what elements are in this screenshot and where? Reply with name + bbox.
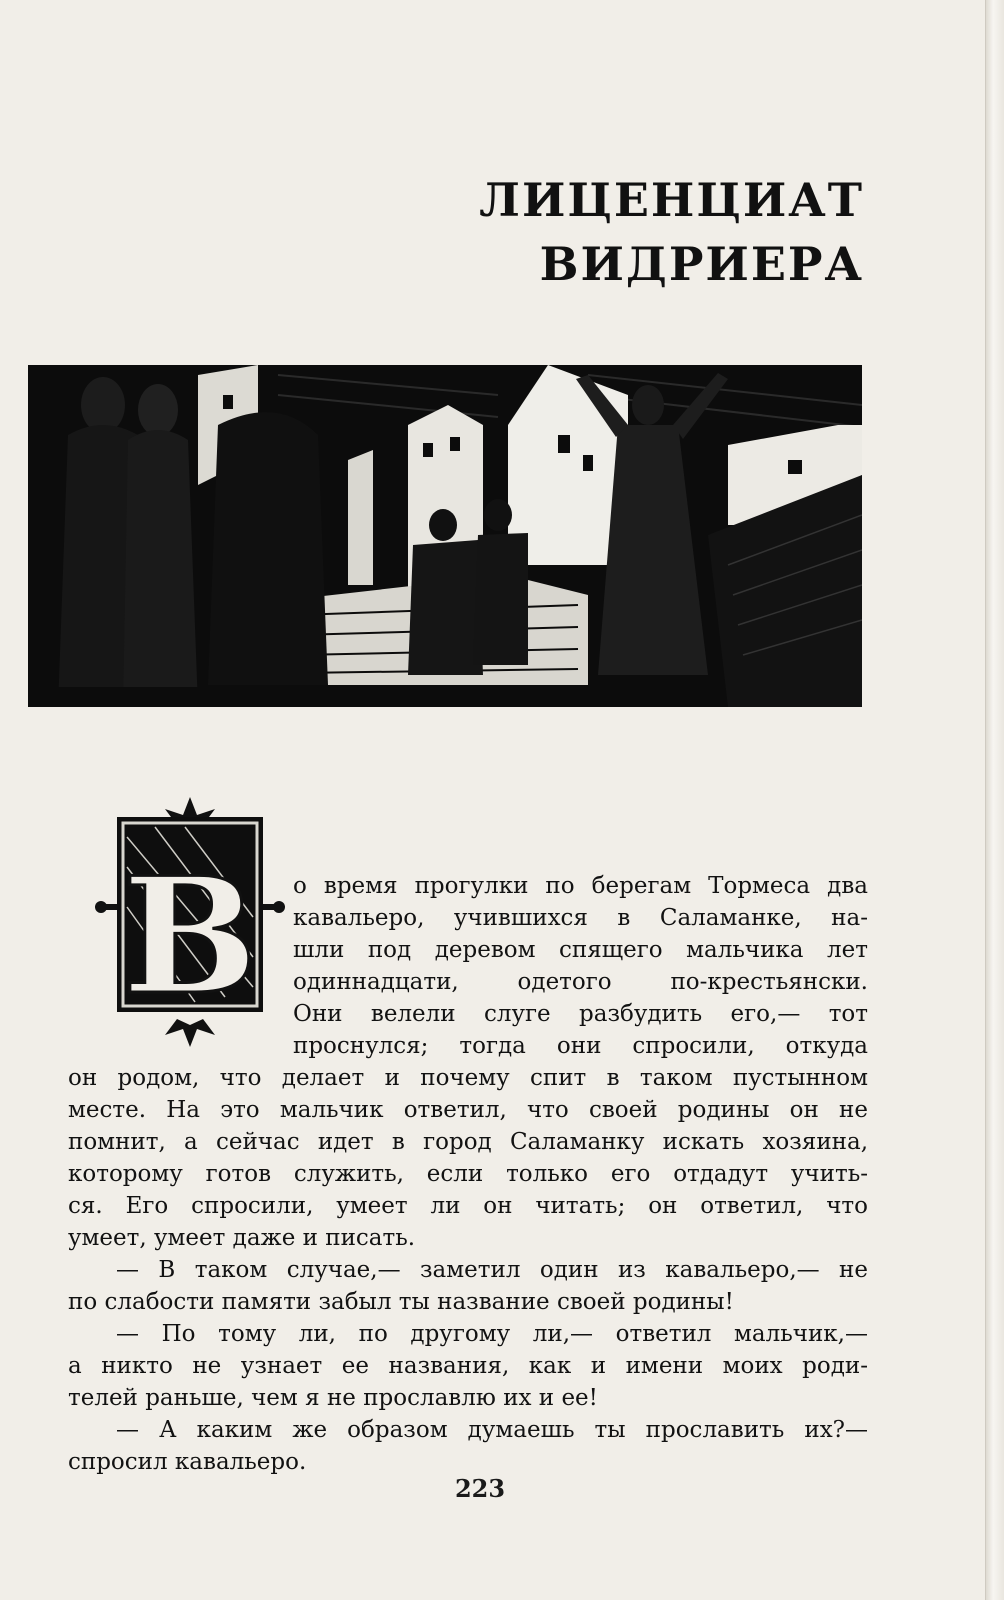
text-line: спросил кавальеро. — [68, 1449, 307, 1475]
text-line: телей раньше, чем я не прославлю их и ее! — [68, 1385, 598, 1411]
book-gutter — [985, 0, 1004, 1600]
text-line: он родом, что делает и почему спит в таком пустынном — [68, 1065, 868, 1091]
chapter-body — [68, 870, 868, 1478]
chapter-title — [479, 168, 864, 296]
text-line: о время прогулки по берегам Тормеса два — [293, 873, 868, 899]
text-line: шли под деревом спящего мальчика лет — [293, 937, 868, 963]
text-line: — По тому ли, по другому ли,— ответил мальчик,— — [116, 1321, 868, 1347]
text-line: умеет, умеет даже и писать. — [68, 1225, 416, 1251]
text-line: месте. На это мальчик ответил, что своей родины он не — [68, 1097, 868, 1123]
text-line: кавальеро, учившихся в Саламанке, на- — [293, 905, 868, 931]
chapter-title-line-2: ВИДРИЕРА — [539, 237, 864, 291]
chapter-title-line-1: ЛИЦЕНЦИАТ — [479, 173, 864, 227]
drop-cap-letter: В — [122, 842, 258, 1030]
text-line: — А каким же образом думаешь ты прославить их?— — [116, 1417, 868, 1443]
text-line: а никто не узнает ее названия, как и имени моих роди- — [68, 1353, 868, 1379]
woodcut-illustration — [28, 365, 862, 707]
text-line: Они велели слуге разбудить его,— тот — [293, 1001, 868, 1027]
text-line: — В таком случае,— заметил один из кавальеро,— не — [116, 1257, 868, 1283]
text-line: по слабости памяти забыл ты название своей родины! — [68, 1289, 734, 1315]
woodcut-image — [28, 365, 862, 707]
page-number: 223 — [454, 1474, 506, 1503]
text-line: одиннадцати, одетого по-крестьянски. — [293, 969, 868, 995]
text-line: ся. Его спросили, умеет ли он читать; он ответил, что — [68, 1193, 868, 1219]
text-line: которому готов служить, если только его отдадут учить- — [68, 1161, 868, 1187]
text-line: помнит, а сейчас идет в город Саламанку искать хозяина, — [68, 1129, 868, 1155]
text-line: проснулся; тогда они спросили, откуда — [293, 1033, 868, 1059]
